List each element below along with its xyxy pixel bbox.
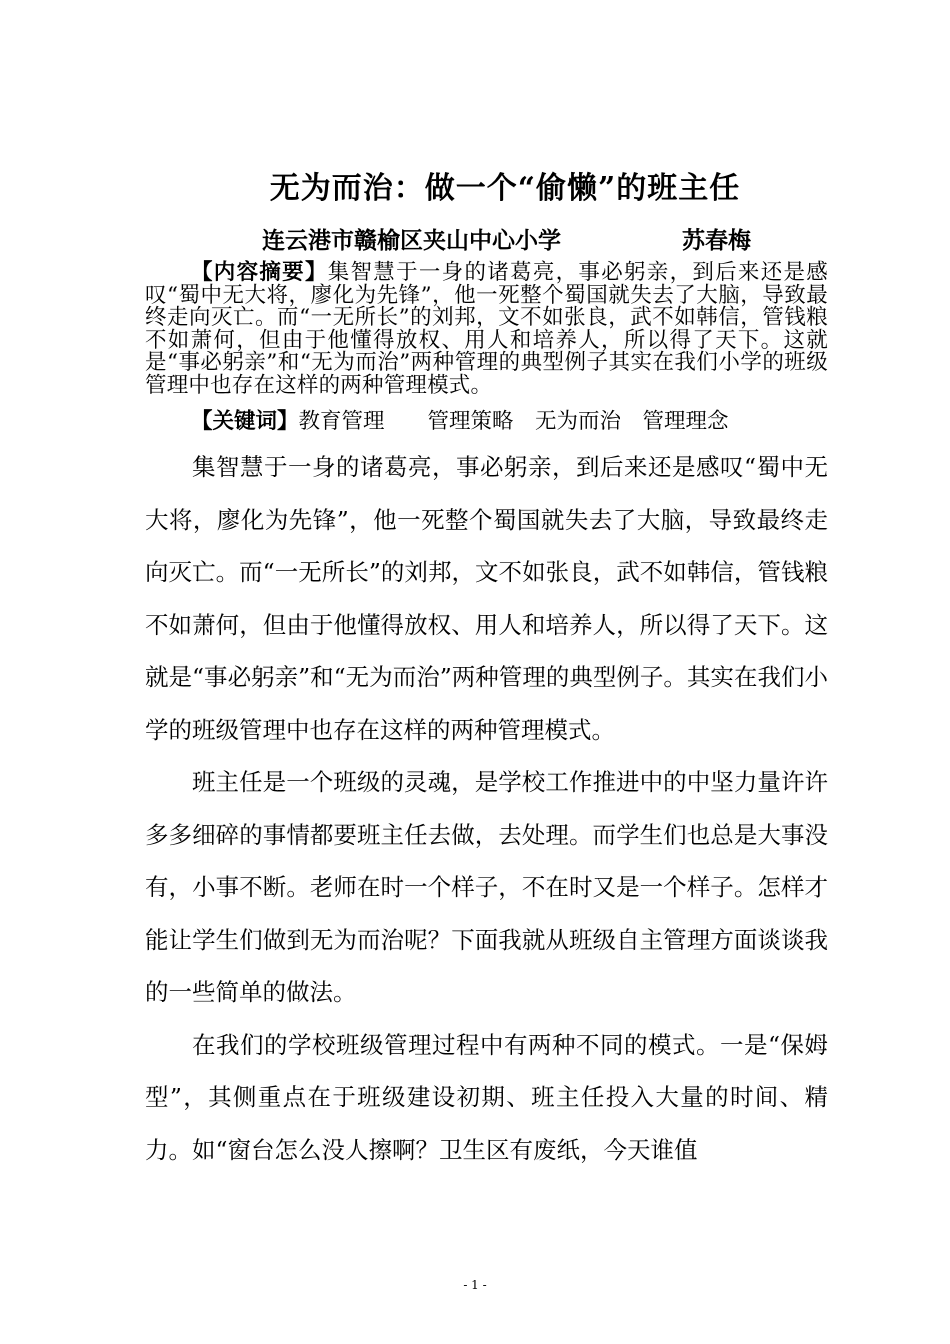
abstract-label: 【内容摘要】 <box>191 260 328 285</box>
paragraph: 在我们的学校班级管理过程中有两种不同的模式。一是“保姆型”，其侧重点在于班级建设初期、班主任投入大量的时间、精力。如“窗台怎么没人擦啊？卫生区有废纸，今天谁值 <box>145 1030 828 1164</box>
document-title: 无为而治：做一个“偷懒”的班主任 <box>269 171 741 206</box>
author-name: 苏春梅 <box>682 227 751 254</box>
paragraph: 班主任是一个班级的灵魂，是学校工作推进中的中坚力量许许多多细碎的事情都要班主任去做，去处理。而学生们也总是大事没有，小事不断。老师在时一个样子，不在时又是一个样子。怎样才能让学生们做到无为而治呢？下面我就从班级自主管理方面谈谈我的一些简单的做法。 <box>145 768 828 1006</box>
abstract-text: 集智慧于一身的诸葛亮，事必躬亲，到后来还是感叹“蜀中无大将，廖化为先锋”，他一死整个蜀国就失去了大脑，导致最终走向灭亡。而“一无所长”的刘邦，文不如张良，武不如韩信，管钱粮不如萧何，但由于他懂得放权、用人和培养人，所以得了天下。这就是“事必躬亲”和“无为而治”两种管理的典型例子其实在我们小学的班级管理中也存在这样的两种管理模式。 <box>145 260 828 398</box>
keywords-label: 【关键词】 <box>191 409 299 434</box>
byline <box>262 222 751 255</box>
paragraph: 集智慧于一身的诸葛亮，事必躬亲，到后来还是感叹“蜀中无大将，廖化为先锋”，他一死整个蜀国就失去了大脑，导致最终走向灭亡。而“一无所长”的刘邦，文不如张良，武不如韩信，管钱粮不如萧何，但由于他懂得放权、用人和培养人，所以得了天下。这就是“事必躬亲”和“无为而治”两种管理的典型例子。其实在我们小学的班级管理中也存在这样的两种管理模式。 <box>145 453 828 744</box>
body-text <box>145 441 828 1176</box>
keywords <box>191 410 729 434</box>
school-name: 连云港市赣榆区夹山中心小学 <box>262 227 561 254</box>
abstract <box>145 262 828 397</box>
page-number: - 1 - <box>463 1278 487 1292</box>
keywords-text: 教育管理 管理策略 无为而治 管理理念 <box>298 409 729 434</box>
